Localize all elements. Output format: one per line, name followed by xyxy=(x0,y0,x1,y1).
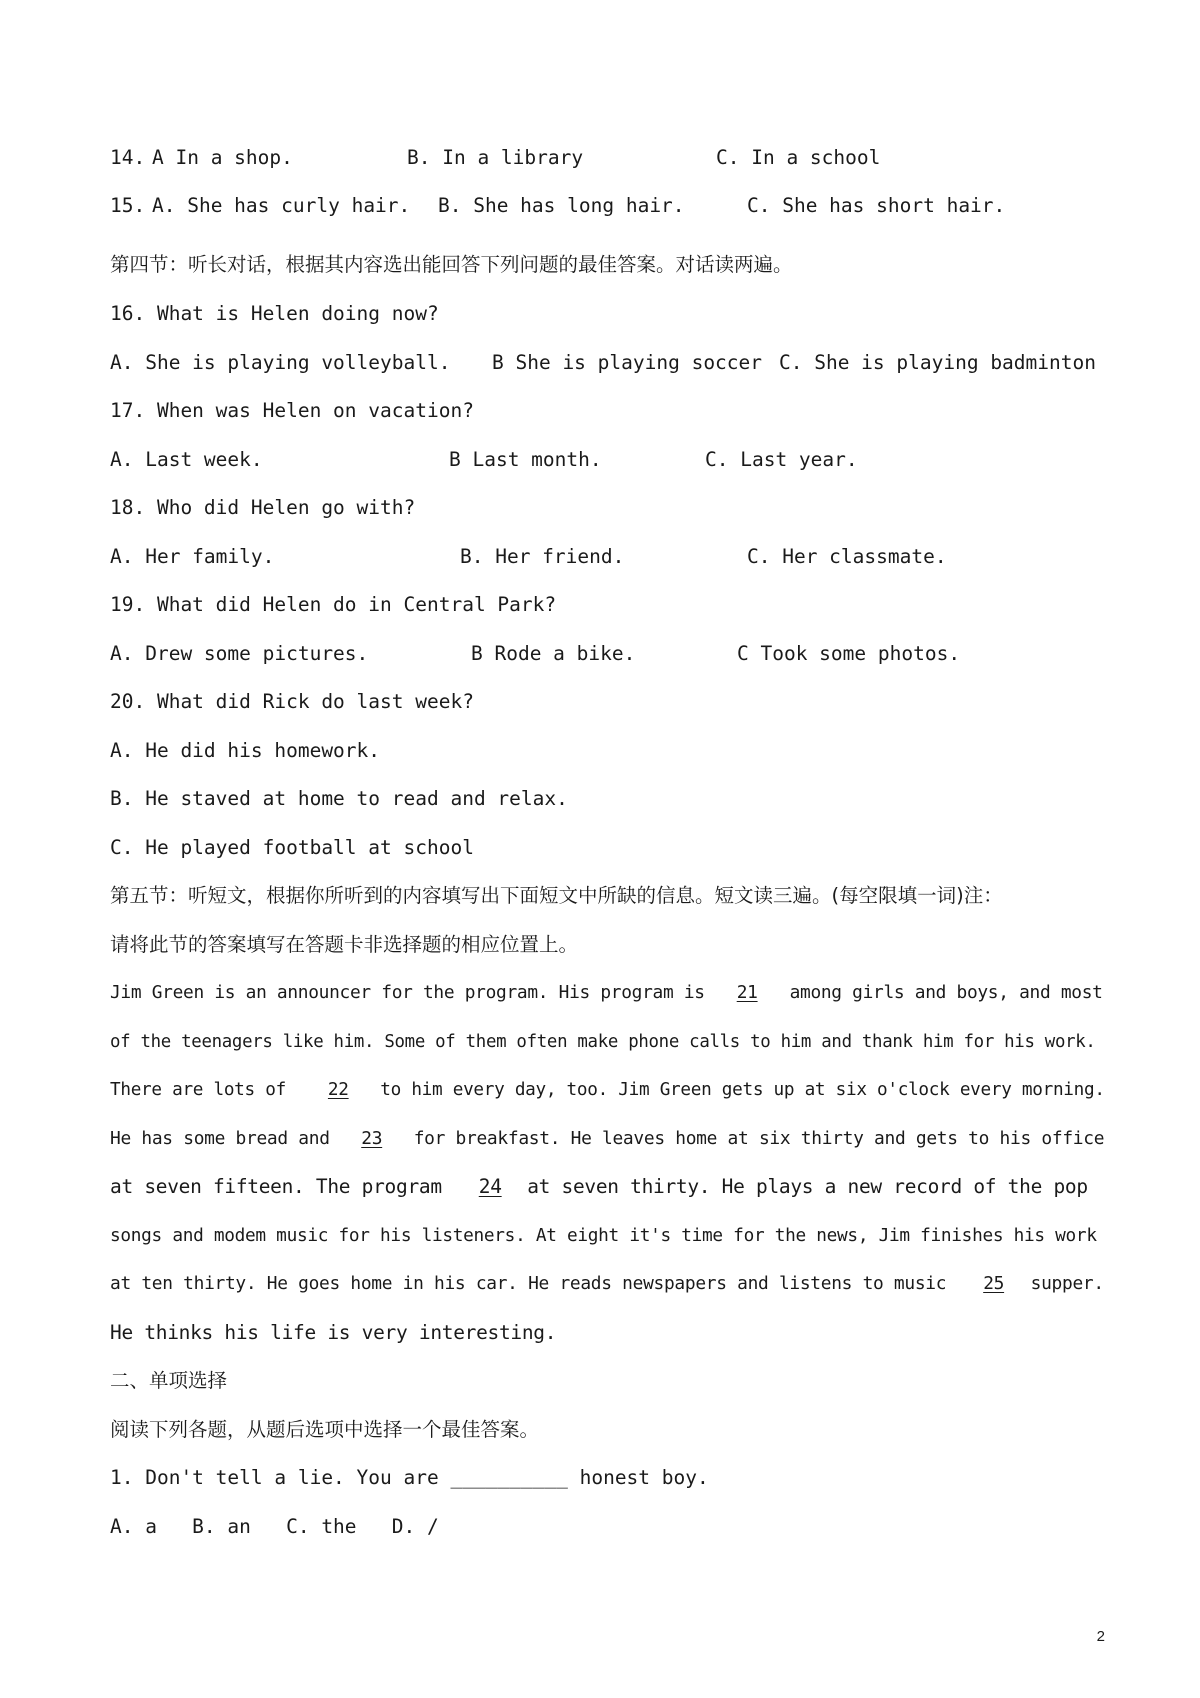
part2-heading: 二、单项选择 xyxy=(110,1369,228,1392)
q15-option-a: A. She has curly hair. xyxy=(152,194,411,217)
section5-heading-line2: 请将此节的答案填写在答题卡非选择题的相应位置上。 xyxy=(110,933,579,956)
passage-text: at seven thirty. He plays a new record of the pop xyxy=(527,1175,1088,1198)
blank-22: 22 xyxy=(327,1080,349,1100)
q15-number: 15. xyxy=(110,194,146,217)
q16-question: 16. What is Helen doing now? xyxy=(110,302,439,325)
blank-23: 23 xyxy=(361,1128,383,1149)
section5-heading-line1: 第五节：听短文，根据你所听到的内容填写出下面短文中所缺的信息。短文读三遍。(每空限填一词)注： xyxy=(110,884,1003,907)
blank-25: 25 xyxy=(983,1273,1005,1294)
q18-question: 18. Who did Helen go with? xyxy=(110,496,416,519)
q14-option-a: A In a shop. xyxy=(152,146,293,169)
passage-line-1 xyxy=(110,980,1103,1006)
passage-text: Jim Green is an announcer for the program. His program is xyxy=(110,982,716,1003)
passage-text: at seven fifteen. The program xyxy=(110,1175,454,1198)
passage-text: He has some bread and xyxy=(110,1128,330,1149)
passage-line-7 xyxy=(110,1271,1104,1297)
q19-option-a: A. Drew some pictures. xyxy=(110,642,369,665)
q16-option-b: B She is playing soccer xyxy=(492,351,763,374)
passage-text: among girls and boys, and most xyxy=(779,982,1103,1003)
q20-question: 20. What did Rick do last week? xyxy=(110,690,474,713)
passage-text: at ten thirty. He goes home in his car. He reads newspapers and listens to music xyxy=(110,1273,957,1294)
q17-option-c: C. Last year. xyxy=(705,448,858,471)
q18-option-a: A. Her family. xyxy=(110,545,275,568)
q14-option-b: B. In a library xyxy=(407,146,584,169)
q17-option-a: A. Last week. xyxy=(110,448,263,471)
passage-text: There are lots of xyxy=(110,1080,297,1100)
blank-21: 21 xyxy=(736,982,758,1003)
passage-text: to him every day, too. Jim Green gets up at six o'clock every morning. xyxy=(380,1080,1105,1100)
q19-option-b: B Rode a bike. xyxy=(471,642,636,665)
passage-text: supper. xyxy=(1030,1273,1104,1294)
passage-line-2: of the teenagers like him. Some of them often make phone calls to him and thank him for his work. xyxy=(110,1032,1096,1052)
blank-24: 24 xyxy=(478,1175,502,1198)
passage-line-8: He thinks his life is very interesting. xyxy=(110,1321,557,1344)
passage-line-5 xyxy=(110,1174,1100,1200)
q17-question: 17. When was Helen on vacation? xyxy=(110,399,474,422)
passage-line-4 xyxy=(110,1126,1105,1152)
q20-option-a: A. He did his homework. xyxy=(110,739,381,762)
section4-heading: 第四节：听长对话，根据其内容选出能回答下列问题的最佳答案。对话读两遍。 xyxy=(110,253,793,276)
q18-option-c: C. Her classmate. xyxy=(747,545,947,568)
part2-q1-options: A. a B. an C. the D. / xyxy=(110,1515,439,1538)
q14-option-c: C. In a school xyxy=(716,146,881,169)
passage-line-3 xyxy=(110,1077,1105,1103)
page-number: 2 xyxy=(1096,1628,1105,1645)
q19-question: 19. What did Helen do in Central Park? xyxy=(110,593,557,616)
q17-option-b: B Last month. xyxy=(449,448,602,471)
q20-option-c: C. He played football at school xyxy=(110,836,474,859)
q19-option-c: C Took some photos. xyxy=(737,642,961,665)
q14-number: 14. xyxy=(110,146,146,169)
q16-option-c: C. She is playing badminton xyxy=(779,351,1096,374)
q16-option-a: A. She is playing volleyball. xyxy=(110,351,451,374)
part2-instruction: 阅读下列各题，从题后选项中选择一个最佳答案。 xyxy=(110,1418,540,1441)
passage-line-6: songs and modem music for his listeners. At eight it's time for the news, Jim finishes his work xyxy=(110,1226,1097,1246)
q15-option-c: C. She has short hair. xyxy=(747,194,1006,217)
q15-option-b: B. She has long hair. xyxy=(438,194,685,217)
passage-text: for breakfast. He leaves home at six thirty and gets to his office xyxy=(413,1128,1105,1149)
q20-option-b: B. He staved at home to read and relax. xyxy=(110,787,568,810)
part2-q1-question: 1. Don't tell a lie. You are __________ honest boy. xyxy=(110,1466,709,1489)
q18-option-b: B. Her friend. xyxy=(460,545,625,568)
